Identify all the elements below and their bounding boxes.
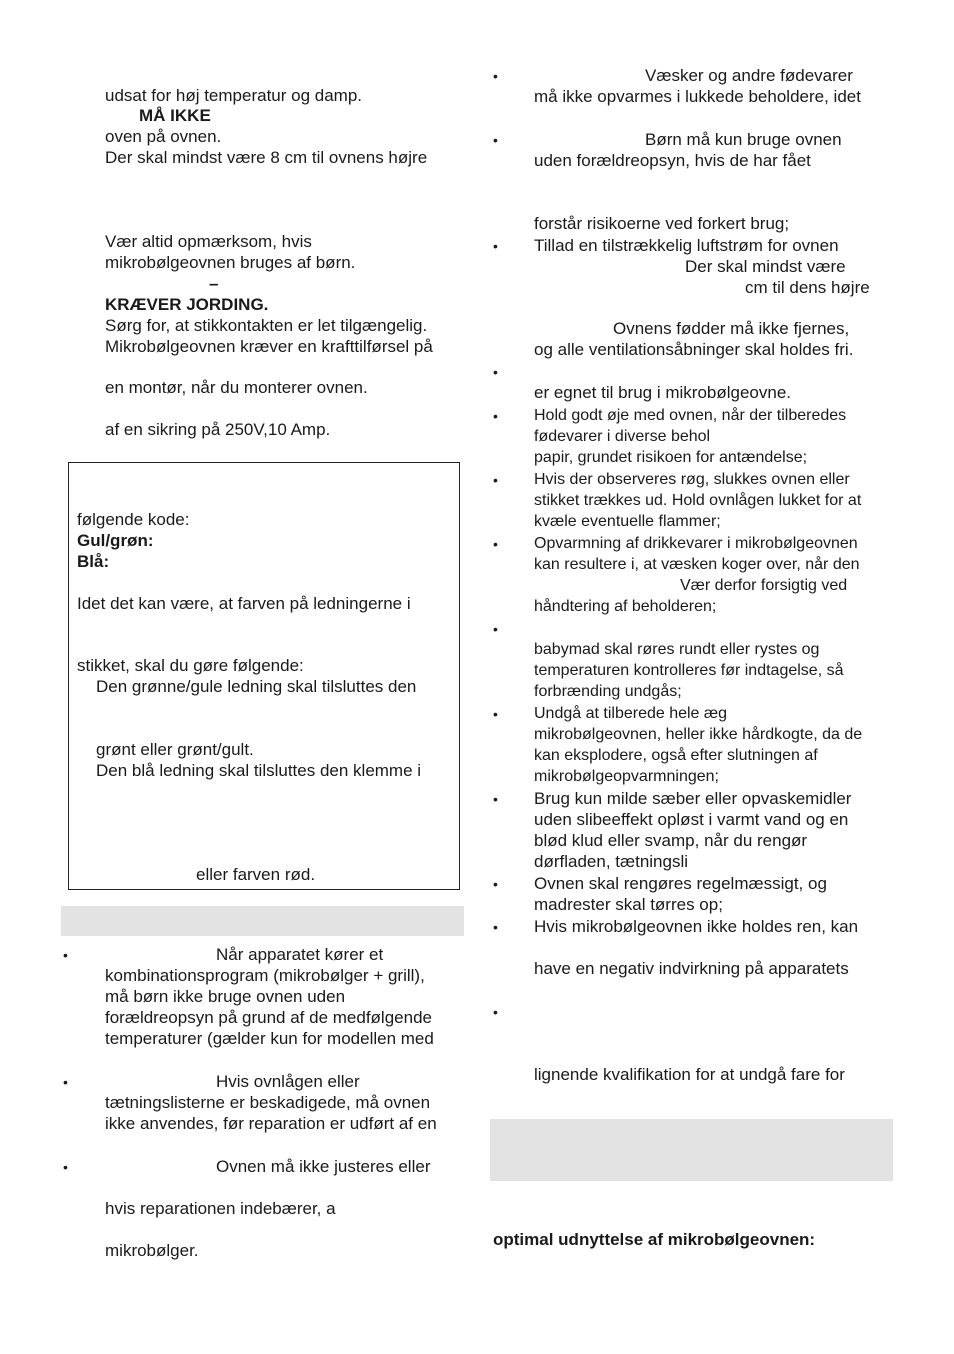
section-header-bar bbox=[490, 1119, 893, 1181]
warning-label: MÅ IKKE bbox=[139, 106, 211, 125]
list-item: madrester skal tørres op; bbox=[534, 895, 723, 914]
list-item: temperaturen kontrolleres før indtagelse, så bbox=[534, 662, 844, 679]
list-item: ikke anvendes, før reparation er udført af en bbox=[105, 1114, 437, 1133]
list-item: lignende kvalifikation for at undgå fare for bbox=[534, 1065, 845, 1084]
bullet-dot: • bbox=[493, 706, 498, 722]
list-item: Opvarmning af drikkevarer i mikrobølgeovnen bbox=[534, 535, 858, 552]
list-item: tætningslisterne er beskadigede, må ovnen bbox=[105, 1093, 431, 1112]
bullet-dot: • bbox=[493, 791, 498, 807]
bullet-dot: • bbox=[493, 132, 498, 148]
list-item: papir, grundet risikoen for antændelse; bbox=[534, 449, 808, 466]
list-item: babymad skal røres rundt eller rystes og bbox=[534, 641, 820, 658]
bullet-dot: • bbox=[63, 947, 68, 963]
list-item: forældreopsyn på grund af de medfølgende bbox=[105, 1008, 432, 1027]
paragraph-line: oven på ovnen. bbox=[105, 127, 222, 146]
list-item: kan resultere i, at væsken koger over, når den bbox=[534, 556, 860, 573]
list-item: forstår risikoerne ved forkert brug; bbox=[534, 214, 790, 233]
paragraph-line: mikrobølgeovnen bruges af børn. bbox=[105, 253, 356, 272]
dash-mark: – bbox=[209, 274, 219, 293]
list-item: have en negativ indvirkning på apparatets bbox=[534, 959, 849, 978]
bullet-dot: • bbox=[493, 876, 498, 892]
list-item: stikket trækkes ud. Hold ovnlågen lukket for at bbox=[534, 492, 862, 509]
list-item: fødevarer i diverse behol bbox=[534, 428, 711, 445]
list-item: temperaturer (gælder kun for modellen med bbox=[105, 1029, 434, 1048]
bullet-dot: • bbox=[493, 472, 498, 488]
box-line: grønt eller grønt/gult. bbox=[96, 740, 254, 759]
paragraph-line: en montør, når du monterer ovnen. bbox=[105, 378, 368, 397]
box-line: Den blå ledning skal tilsluttes den klemme i bbox=[96, 761, 422, 780]
paragraph-line: Mikrobølgeovnen kræver en krafttilførsel på bbox=[105, 337, 433, 356]
list-item: hvis reparationen indebærer, a bbox=[105, 1199, 336, 1218]
list-item: Vær derfor forsigtig ved bbox=[680, 577, 848, 594]
section-intro: optimal udnyttelse af mikrobølgeovnen: bbox=[493, 1230, 816, 1249]
box-line: Idet det kan være, at farven på ledningerne i bbox=[77, 594, 411, 613]
list-item: Hvis mikrobølgeovnen ikke holdes ren, kan bbox=[534, 917, 859, 936]
bullet-dot: • bbox=[493, 1004, 498, 1020]
paragraph-line: Sørg for, at stikkontakten er let tilgængelig. bbox=[105, 316, 428, 335]
list-item: mikrobølgeopvarmningen; bbox=[534, 768, 719, 785]
bullet-dot: • bbox=[493, 364, 498, 380]
bullet-dot: • bbox=[493, 621, 498, 637]
list-item: må ikke opvarmes i lukkede beholdere, idet bbox=[534, 87, 861, 106]
list-item: Når apparatet kører et bbox=[216, 945, 384, 964]
box-line: stikket, skal du gøre følgende: bbox=[77, 656, 304, 675]
list-item: Hold godt øje med ovnen, når der tilberedes bbox=[534, 407, 847, 424]
list-item: Undgå at tilberede hele æg bbox=[534, 705, 728, 722]
list-item: kvæle eventuelle flammer; bbox=[534, 513, 721, 530]
list-item: og alle ventilationsåbninger skal holdes fri. bbox=[534, 340, 854, 359]
list-item: uden forældreopsyn, hvis de har fået bbox=[534, 151, 811, 170]
list-item: forbrænding undgås; bbox=[534, 683, 682, 700]
list-item: kan eksplodere, også efter slutningen af bbox=[534, 747, 818, 764]
list-item: Ovnen må ikke justeres eller bbox=[216, 1157, 431, 1176]
list-item: Tillad en tilstrækkelig luftstrøm for ovnen bbox=[534, 236, 839, 255]
list-item: Børn må kun bruge ovnen bbox=[645, 130, 842, 149]
list-item: cm til dens højre bbox=[745, 278, 870, 297]
box-line: følgende kode: bbox=[77, 510, 190, 529]
list-item: kombinationsprogram (mikrobølger + grill), bbox=[105, 966, 425, 985]
paragraph-line: Der skal mindst være 8 cm til ovnens højre bbox=[105, 148, 428, 167]
bullet-dot: • bbox=[63, 1074, 68, 1090]
list-item: Væsker og andre fødevarer bbox=[645, 66, 853, 85]
list-item: Brug kun milde sæber eller opvaskemidler bbox=[534, 789, 852, 808]
grounding-heading: KRÆVER JORDING. bbox=[105, 295, 269, 314]
list-item: Der skal mindst være bbox=[685, 257, 846, 276]
wire-color-yellow-green: Gul/grøn: bbox=[77, 531, 154, 550]
list-item: dørfladen, tætningsli bbox=[534, 852, 689, 871]
bullet-dot: • bbox=[493, 536, 498, 552]
list-item: håndtering af beholderen; bbox=[534, 598, 717, 615]
section-header-bar bbox=[61, 906, 464, 936]
bullet-dot: • bbox=[493, 919, 498, 935]
bullet-dot: • bbox=[493, 408, 498, 424]
list-item: mikrobølgeovnen, heller ikke hårdkogte, da de bbox=[534, 726, 863, 743]
paragraph-line: af en sikring på 250V,10 Amp. bbox=[105, 420, 331, 439]
bullet-dot: • bbox=[493, 68, 498, 84]
list-item: uden slibeeffekt opløst i varmt vand og en bbox=[534, 810, 849, 829]
list-item: er egnet til brug i mikrobølgeovne. bbox=[534, 383, 792, 402]
bullet-dot: • bbox=[493, 238, 498, 254]
list-item: Ovnens fødder må ikke fjernes, bbox=[613, 319, 850, 338]
wire-color-blue: Blå: bbox=[77, 552, 110, 571]
list-item: Ovnen skal rengøres regelmæssigt, og bbox=[534, 874, 827, 893]
list-item: Hvis der observeres røg, slukkes ovnen eller bbox=[534, 471, 850, 488]
paragraph-line: Vær altid opmærksom, hvis bbox=[105, 232, 312, 251]
box-line: eller farven rød. bbox=[196, 865, 316, 884]
list-item: blød klud eller svamp, når du rengør bbox=[534, 831, 808, 850]
bullet-dot: • bbox=[63, 1159, 68, 1175]
paragraph-line: udsat for høj temperatur og damp. bbox=[105, 86, 363, 105]
list-item: må børn ikke bruge ovnen uden bbox=[105, 987, 346, 1006]
box-line: Den grønne/gule ledning skal tilsluttes den bbox=[96, 677, 417, 696]
list-item: Hvis ovnlågen eller bbox=[216, 1072, 360, 1091]
list-item: mikrobølger. bbox=[105, 1241, 199, 1260]
